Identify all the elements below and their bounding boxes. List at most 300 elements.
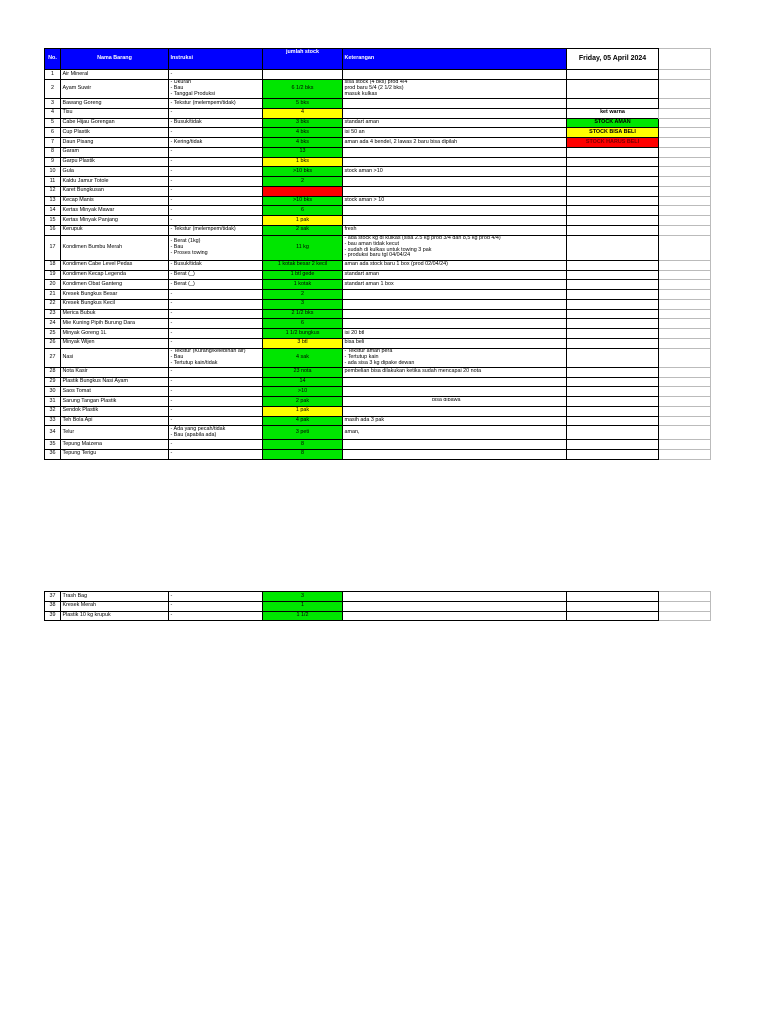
empty-cell <box>567 177 659 187</box>
empty-cell <box>567 70 659 80</box>
empty-cell <box>659 397 711 407</box>
item-name: Kondimen Obat Ganteng <box>61 280 169 290</box>
item-instruksi-line: - <box>170 128 173 135</box>
item-instruksi <box>169 280 263 290</box>
item-keterangan-line: standart aman <box>344 119 379 126</box>
item-keterangan-line: isi 20 btl <box>344 329 365 336</box>
item-instruksi <box>169 216 263 226</box>
row-number: 29 <box>45 377 61 387</box>
stock-amount: 1 pak <box>263 216 343 226</box>
item-instruksi-line: - <box>170 440 173 447</box>
empty-cell <box>659 440 711 450</box>
item-keterangan <box>343 99 567 109</box>
item-keterangan <box>343 270 567 280</box>
item-instruksi <box>169 157 263 167</box>
item-keterangan <box>343 128 567 138</box>
item-instruksi <box>169 79 263 98</box>
row-number: 3 <box>45 99 61 109</box>
item-instruksi <box>169 449 263 459</box>
empty-cell <box>659 601 711 611</box>
stock-amount: 13 <box>263 147 343 157</box>
empty-cell <box>567 338 659 348</box>
legend-stock-harus-beli: STOCK HARUS BELI <box>567 138 659 148</box>
item-keterangan <box>343 348 567 367</box>
empty-cell <box>567 426 659 440</box>
item-instruksi-line: - <box>170 167 173 174</box>
row-number: 6 <box>45 128 61 138</box>
table-row <box>45 118 711 128</box>
stock-amount: 4 sak <box>263 348 343 367</box>
item-name: Kresek Bungkus Kecil <box>61 299 169 309</box>
item-instruksi-line: - <box>170 148 173 155</box>
item-name: Air Mineral <box>61 70 169 80</box>
stock-amount: 3 <box>263 592 343 602</box>
item-instruksi-line: - <box>170 387 173 394</box>
empty-cell <box>659 309 711 319</box>
item-instruksi <box>169 70 263 80</box>
table-row <box>45 309 711 319</box>
note-extra: bisa dibawa <box>432 398 461 404</box>
row-number: 35 <box>45 440 61 450</box>
item-keterangan-line: pembelian bisa dilakukan ketika sudah mencapai 20 nota <box>344 368 482 375</box>
item-instruksi-line: - <box>170 417 173 424</box>
empty-cell <box>659 280 711 290</box>
item-instruksi <box>169 338 263 348</box>
item-keterangan-line: masuk kulkas <box>344 90 378 97</box>
table-row <box>45 177 711 187</box>
stock-amount: 6 1/2 bks <box>263 79 343 98</box>
item-name: Kondimen Bumbu Merah <box>61 235 169 260</box>
stock-amount: 6 <box>263 206 343 216</box>
item-name: Karet Bungkusan <box>61 186 169 196</box>
item-keterangan <box>343 601 567 611</box>
table-row <box>45 225 711 235</box>
item-name: Bawang Goreng <box>61 99 169 109</box>
item-instruksi <box>169 601 263 611</box>
empty-cell <box>659 329 711 339</box>
item-keterangan-line: fresh <box>344 226 357 233</box>
header-stock: jumlah stock <box>263 49 343 70</box>
item-keterangan <box>343 157 567 167</box>
item-keterangan <box>343 329 567 339</box>
row-number: 11 <box>45 177 61 187</box>
stock-amount: 2 <box>263 290 343 300</box>
stock-amount: >10 <box>263 387 343 397</box>
header-instruksi: Instruksi <box>169 49 263 70</box>
stock-amount: 3 peti <box>263 426 343 440</box>
empty-cell <box>567 348 659 367</box>
stock-amount: 8 <box>263 449 343 459</box>
empty-cell <box>567 592 659 602</box>
empty-cell <box>567 280 659 290</box>
item-keterangan <box>343 387 567 397</box>
item-instruksi-line: - <box>170 158 173 165</box>
header-row <box>45 49 711 70</box>
empty-cell <box>659 592 711 602</box>
row-number: 14 <box>45 206 61 216</box>
item-name: Garpu Plastik <box>61 157 169 167</box>
table-row <box>45 367 711 377</box>
item-instruksi <box>169 319 263 329</box>
item-instruksi <box>169 290 263 300</box>
item-name: Tisu <box>61 108 169 118</box>
empty-cell <box>567 216 659 226</box>
item-instruksi-line: - <box>170 310 173 317</box>
item-instruksi <box>169 225 263 235</box>
item-instruksi-line: - <box>170 197 173 204</box>
stock-amount: 1 kotak besar 2 kecil <box>263 260 343 270</box>
item-keterangan-line: aman ada stock baru 1 box (prod 02/04/24) <box>344 261 448 268</box>
row-number: 34 <box>45 426 61 440</box>
table-row <box>45 387 711 397</box>
table-row <box>45 206 711 216</box>
item-name: Tepung Terigu <box>61 449 169 459</box>
item-keterangan-line: - bau aman tidak kecut <box>344 241 400 248</box>
stock-amount: 1 bks <box>263 157 343 167</box>
item-keterangan <box>343 235 567 260</box>
item-name: Kaldu Jamur Totole <box>61 177 169 187</box>
item-keterangan <box>343 216 567 226</box>
row-number: 22 <box>45 299 61 309</box>
item-instruksi-line: - <box>170 319 173 326</box>
table-row <box>45 592 711 602</box>
empty-cell <box>567 206 659 216</box>
row-number: 28 <box>45 367 61 377</box>
empty-cell <box>567 416 659 426</box>
item-name: Plastik Bungkus Nasi Ayam <box>61 377 169 387</box>
table-row <box>45 167 711 177</box>
table-row <box>45 99 711 109</box>
item-name: Kecap Manis <box>61 196 169 206</box>
empty-cell <box>567 309 659 319</box>
item-instruksi-line: - <box>170 612 173 619</box>
item-instruksi <box>169 186 263 196</box>
row-number: 5 <box>45 118 61 128</box>
empty-cell <box>567 186 659 196</box>
item-name: Merica Bubuk <box>61 309 169 319</box>
item-instruksi <box>169 309 263 319</box>
stock-table <box>44 48 711 460</box>
item-keterangan-line: - Tertutup kain <box>344 353 379 360</box>
table-row <box>45 216 711 226</box>
stock-amount: 3 <box>263 299 343 309</box>
table-row <box>45 260 711 270</box>
empty-cell <box>659 196 711 206</box>
table-row <box>45 319 711 329</box>
item-name: Minyak Goreng 1L <box>61 329 169 339</box>
empty-cell <box>659 319 711 329</box>
item-keterangan <box>343 309 567 319</box>
empty-cell <box>659 387 711 397</box>
row-number: 18 <box>45 260 61 270</box>
item-instruksi-line: - Busuk/tidak <box>170 119 202 126</box>
empty-cell <box>659 377 711 387</box>
item-instruksi <box>169 196 263 206</box>
item-name: Sendok Plastik <box>61 406 169 416</box>
item-instruksi-line: - <box>170 378 173 385</box>
item-instruksi-line: - <box>170 329 173 336</box>
item-instruksi-line: - Berat (1kg) <box>170 238 201 245</box>
item-name: Minyak Wijen <box>61 338 169 348</box>
row-number: 27 <box>45 348 61 367</box>
item-name: Plastik 10 kg krupuk <box>61 611 169 621</box>
item-keterangan <box>343 138 567 148</box>
item-instruksi <box>169 118 263 128</box>
item-keterangan <box>343 79 567 98</box>
table-row <box>45 348 711 367</box>
item-instruksi <box>169 260 263 270</box>
table-row <box>45 186 711 196</box>
table-row <box>45 449 711 459</box>
item-instruksi <box>169 367 263 377</box>
table-row <box>45 426 711 440</box>
item-name: Nasi <box>61 348 169 367</box>
item-name: Kresek Merah <box>61 601 169 611</box>
empty-cell <box>567 147 659 157</box>
row-number: 31 <box>45 397 61 407</box>
row-number: 39 <box>45 611 61 621</box>
item-keterangan-line: prod baru 5/4 (2 1/2 bks) <box>344 85 404 92</box>
item-instruksi-line: - <box>170 300 173 307</box>
empty-cell <box>567 387 659 397</box>
stock-rows-continued <box>45 592 711 621</box>
table-row <box>45 329 711 339</box>
row-number: 25 <box>45 329 61 339</box>
stock-amount: 1 1/2 <box>263 611 343 621</box>
row-number: 20 <box>45 280 61 290</box>
item-keterangan-line: aman ada 4 bendel, 2 lawas 2 baru bisa dipilah <box>344 138 458 145</box>
table-row <box>45 280 711 290</box>
item-instruksi <box>169 387 263 397</box>
row-number: 15 <box>45 216 61 226</box>
empty-cell <box>659 260 711 270</box>
item-instruksi <box>169 206 263 216</box>
stock-amount: 2 pak <box>263 397 343 407</box>
empty-cell <box>659 99 711 109</box>
header-no: No. <box>45 49 61 70</box>
item-instruksi-line: - Tekstur (melempem/tidak) <box>170 226 236 233</box>
item-keterangan <box>343 416 567 426</box>
item-keterangan-line: - sudah di kulkas untuk towing 3 pak <box>344 246 432 253</box>
item-name: Ayam Suwir <box>61 79 169 98</box>
empty-cell <box>567 406 659 416</box>
item-instruksi-line: - Berat (_) <box>170 271 195 278</box>
legend-title: ket warna <box>600 109 625 116</box>
empty-cell <box>567 367 659 377</box>
item-instruksi-line: - Bau <box>170 243 184 250</box>
item-instruksi <box>169 99 263 109</box>
item-keterangan-line: stock aman > 10 <box>344 197 385 204</box>
item-instruksi-line: - Ada yang pecah/tidak <box>170 426 226 433</box>
item-instruksi-line: - Bau (apabila ada) <box>170 431 217 438</box>
item-instruksi-line: - Tertutup kain/tidak <box>170 359 218 366</box>
item-name: Sarung Tangan Plastik <box>61 397 169 407</box>
item-instruksi <box>169 377 263 387</box>
item-instruksi-line: - <box>170 592 173 599</box>
empty-cell <box>567 270 659 280</box>
empty-cell <box>659 147 711 157</box>
item-instruksi <box>169 270 263 280</box>
stock-amount: 4 bks <box>263 128 343 138</box>
row-number: 2 <box>45 79 61 98</box>
item-keterangan-line: - ada stock kg di kulkas (sisa 2.5 kg prod 3/4 dan 8,5 kg prod 4/4) <box>344 235 501 242</box>
stock-amount: 8 <box>263 440 343 450</box>
table-row <box>45 601 711 611</box>
item-instruksi-line: - Bau <box>170 85 184 92</box>
item-instruksi <box>169 167 263 177</box>
table-row <box>45 108 711 118</box>
item-name: Tepung Maizena <box>61 440 169 450</box>
table-row <box>45 611 711 621</box>
item-instruksi-line: - Berat (_) <box>170 280 195 287</box>
empty-cell <box>567 235 659 260</box>
item-instruksi <box>169 348 263 367</box>
item-keterangan <box>343 406 567 416</box>
item-instruksi-line: - <box>170 187 173 194</box>
empty-cell <box>659 406 711 416</box>
stock-amount: >10 bks <box>263 167 343 177</box>
table-row <box>45 79 711 98</box>
empty-cell <box>659 118 711 128</box>
table-row <box>45 270 711 280</box>
item-instruksi-line: - Tekstur (Kurang/kelebihan air) <box>170 348 246 355</box>
table-row <box>45 299 711 309</box>
stock-amount: 1 btl gede <box>263 270 343 280</box>
item-name: Trash Bag <box>61 592 169 602</box>
item-name: Saos Tomat <box>61 387 169 397</box>
item-instruksi <box>169 440 263 450</box>
table-row <box>45 290 711 300</box>
stock-amount: 2 sak <box>263 225 343 235</box>
table-row <box>45 138 711 148</box>
item-instruksi <box>169 235 263 260</box>
item-instruksi <box>169 147 263 157</box>
item-name: Daun Pisang <box>61 138 169 148</box>
item-name: Kertas Minyak Panjang <box>61 216 169 226</box>
row-number: 4 <box>45 108 61 118</box>
empty-cell <box>659 290 711 300</box>
item-name: Kondimen Cabe Level Pedas <box>61 260 169 270</box>
item-instruksi <box>169 397 263 407</box>
empty-cell <box>567 260 659 270</box>
empty-cell <box>567 397 659 407</box>
item-keterangan <box>343 70 567 80</box>
empty-cell <box>567 440 659 450</box>
table-row <box>45 397 711 407</box>
row-number: 17 <box>45 235 61 260</box>
row-number: 12 <box>45 186 61 196</box>
item-keterangan <box>343 177 567 187</box>
item-keterangan <box>343 118 567 128</box>
empty-cell <box>659 186 711 196</box>
empty-cell <box>659 367 711 377</box>
item-keterangan <box>343 167 567 177</box>
empty-cell <box>567 157 659 167</box>
row-number: 38 <box>45 601 61 611</box>
empty-cell <box>659 426 711 440</box>
table-row <box>45 440 711 450</box>
item-keterangan <box>343 280 567 290</box>
item-name: Garam <box>61 147 169 157</box>
empty-cell <box>659 79 711 98</box>
item-keterangan <box>343 186 567 196</box>
item-keterangan-line: isi 50 an <box>344 128 365 135</box>
item-keterangan-line: - produksi baru tgl 04/04/24 <box>344 252 411 259</box>
item-instruksi <box>169 299 263 309</box>
item-instruksi-line: - <box>170 368 173 375</box>
item-keterangan <box>343 196 567 206</box>
item-instruksi <box>169 177 263 187</box>
item-instruksi <box>169 329 263 339</box>
row-number: 26 <box>45 338 61 348</box>
item-name: Kertas Minyak Mawar <box>61 206 169 216</box>
empty-cell <box>659 348 711 367</box>
item-instruksi-line: - <box>170 290 173 297</box>
table-row <box>45 338 711 348</box>
item-instruksi <box>169 128 263 138</box>
item-keterangan <box>343 290 567 300</box>
empty-cell <box>659 216 711 226</box>
item-instruksi-line: - Bau <box>170 353 184 360</box>
legend-stock-bisa-beli: STOCK BISA BELI <box>567 128 659 138</box>
empty-cell <box>659 416 711 426</box>
item-instruksi-line: - Tekstur (melempem/tidak) <box>170 99 236 106</box>
empty-cell <box>659 138 711 148</box>
item-instruksi-line: - <box>170 602 173 609</box>
item-instruksi <box>169 592 263 602</box>
empty-cell <box>567 225 659 235</box>
empty-cell <box>567 99 659 109</box>
item-instruksi-line: - <box>170 109 173 116</box>
stock-amount: 1 kotak <box>263 280 343 290</box>
item-keterangan <box>343 225 567 235</box>
item-name: Cabe Hijau Gorengan <box>61 118 169 128</box>
empty-cell <box>659 177 711 187</box>
stock-rows <box>45 70 711 460</box>
item-name: Telur <box>61 426 169 440</box>
empty-cell <box>567 601 659 611</box>
item-keterangan <box>343 367 567 377</box>
item-name: Gula <box>61 167 169 177</box>
date-cell: Friday, 05 April 2024 <box>567 49 659 70</box>
table-row <box>45 406 711 416</box>
row-number: 19 <box>45 270 61 280</box>
stock-amount: 4 bks <box>263 138 343 148</box>
row-number: 33 <box>45 416 61 426</box>
row-number: 16 <box>45 225 61 235</box>
row-number: 7 <box>45 138 61 148</box>
empty-cell <box>659 225 711 235</box>
header-keterangan: Keterangan <box>343 49 567 70</box>
item-instruksi-line: - <box>170 70 173 77</box>
table-row <box>45 235 711 260</box>
table-row <box>45 70 711 80</box>
row-number: 23 <box>45 309 61 319</box>
stock-amount: 4 <box>263 108 343 118</box>
item-keterangan <box>343 147 567 157</box>
empty-cell <box>659 157 711 167</box>
item-keterangan-line: sisa stock (4 bks) prod 4/4 <box>344 79 408 86</box>
item-keterangan-line: masih ada 3 pak <box>344 417 385 424</box>
row-number: 30 <box>45 387 61 397</box>
row-number: 9 <box>45 157 61 167</box>
item-instruksi-line: - Tanggal Produksi <box>170 90 216 97</box>
item-keterangan-line: standart aman 1 box <box>344 280 394 287</box>
item-instruksi-line: - <box>170 177 173 184</box>
item-keterangan <box>343 449 567 459</box>
stock-amount: 1 <box>263 601 343 611</box>
item-keterangan-line: bisa beli <box>344 339 365 346</box>
